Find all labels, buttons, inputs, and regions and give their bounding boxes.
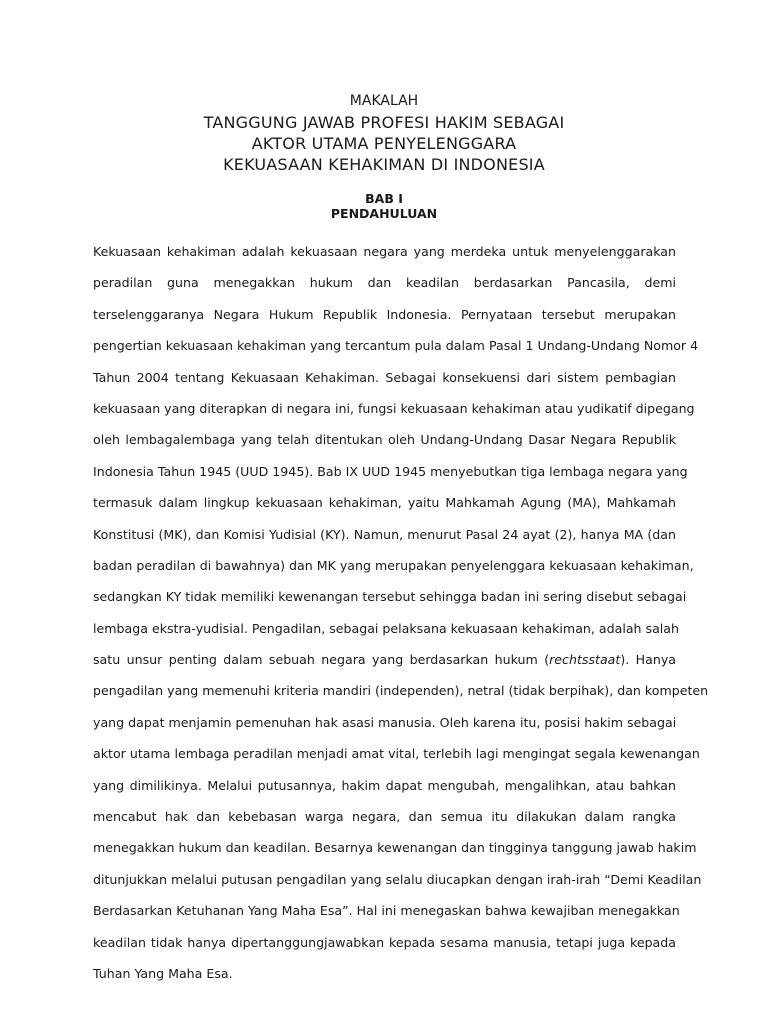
line-text-after: ). Hanya bbox=[620, 652, 676, 668]
paragraph-line: yang dapat menjamin pemenuhan hak asasi manusia. Oleh karena itu, posisi hakim sebagai bbox=[93, 714, 677, 730]
document-header bbox=[0, 92, 768, 175]
paragraph-line: aktor utama lembaga peradilan menjadi amat vital, terlebih lagi mengingat segala kewenangan bbox=[93, 746, 700, 762]
paragraph-line-with-italic bbox=[93, 644, 676, 675]
paragraph-line: Kekuasaan kehakiman adalah kekuasaan negara yang merdeka untuk menyelenggarakan bbox=[93, 244, 676, 259]
paragraph-line: pengertian kekuasaan kehakiman yang tercantum pula dalam Pasal 1 Undang-Undang Nomor 4 bbox=[93, 338, 699, 354]
paragraph-line: terselenggaranya Negara Hukum Republik Indonesia. Pernyataan tersebut merupakan bbox=[93, 306, 676, 322]
paragraph-line: Berdasarkan Ketuhanan Yang Maha Esa”. Hal ini menegaskan bahwa kewajiban menegakkan bbox=[93, 903, 680, 919]
document-type-label: MAKALAH bbox=[349, 93, 419, 109]
paragraph-line-last: Tuhan Yang Maha Esa. bbox=[93, 965, 233, 981]
body-paragraph bbox=[93, 236, 709, 989]
paragraph-line: badan peradilan di bawahnya) dan MK yang merupakan penyelenggara kekuasaan kehakiman, bbox=[93, 557, 694, 573]
chapter-heading bbox=[0, 191, 768, 221]
paragraph-line: mencabut hak dan kebebasan warga negara, dan semua itu dilakukan dalam rangka bbox=[93, 809, 676, 825]
paragraph-line: termasuk dalam lingkup kekuasaan kehakiman, yaitu Mahkamah Agung (MA), Mahkamah bbox=[93, 495, 676, 511]
document-title bbox=[0, 112, 768, 175]
paragraph-line: keadilan tidak hanya dipertanggungjawabkan kepada sesama manusia, tetapi juga kepada bbox=[93, 934, 676, 950]
chapter-name: PENDAHULUAN bbox=[330, 206, 438, 221]
paragraph-line: peradilan guna menegakkan hukum dan keadilan berdasarkan Pancasila, demi bbox=[93, 275, 676, 291]
paragraph-line: Tahun 2004 tentang Kekuasaan Kehakiman. Sebagai konsekuensi dari sistem pembagian bbox=[93, 369, 676, 385]
paragraph-line: kekuasaan yang diterapkan di negara ini, fungsi kekuasaan kehakiman atau yudikatif dipegang bbox=[93, 400, 695, 416]
line-text-before: satu unsur penting dalam sebuah negara yang berdasarkan hukum ( bbox=[93, 652, 550, 668]
paragraph-line: lembaga ekstra-yudisial. Pengadilan, sebagai pelaksana kekuasaan kehakiman, adalah salah bbox=[93, 620, 680, 636]
paragraph-line: oleh lembagalembaga yang telah ditentukan oleh Undang-Undang Dasar Negara Republik bbox=[93, 432, 676, 448]
document-title-line: TANGGUNG JAWAB PROFESI HAKIM SEBAGAI bbox=[203, 113, 565, 132]
chapter-number: BAB I bbox=[365, 191, 403, 206]
paragraph-line: yang dimilikinya. Melalui putusannya, hakim dapat mengubah, mengalihkan, atau bahkan bbox=[93, 777, 676, 793]
italic-term: rechtsstaat bbox=[549, 652, 621, 668]
paragraph-line: pengadilan yang memenuhi kriteria mandiri (independen), netral (tidak berpihak), dan kompeten bbox=[93, 683, 709, 699]
paragraph-line: sedangkan KY tidak memiliki kewenangan tersebut sehingga badan ini sering disebut sebagai bbox=[93, 589, 687, 605]
paragraph-line: menegakkan hukum dan keadilan. Besarnya kewenangan dan tingginya tanggung jawab hakim bbox=[93, 840, 697, 856]
document-title-line: KEKUASAAN KEHAKIMAN DI INDONESIA bbox=[223, 155, 545, 174]
document-title-line: AKTOR UTAMA PENYELENGGARA bbox=[251, 134, 517, 153]
paragraph-line: Konstitusi (MK), dan Komisi Yudisial (KY). Namun, menurut Pasal 24 ayat (2), hanya MA (dan bbox=[93, 526, 676, 542]
paragraph-line: ditunjukkan melalui putusan pengadilan yang selalu diucapkan dengan irah-irah “Demi Keadilan bbox=[93, 871, 702, 887]
paragraph-line: Indonesia Tahun 1945 (UUD 1945). Bab IX UUD 1945 menyebutkan tiga lembaga negara yang bbox=[93, 463, 688, 479]
